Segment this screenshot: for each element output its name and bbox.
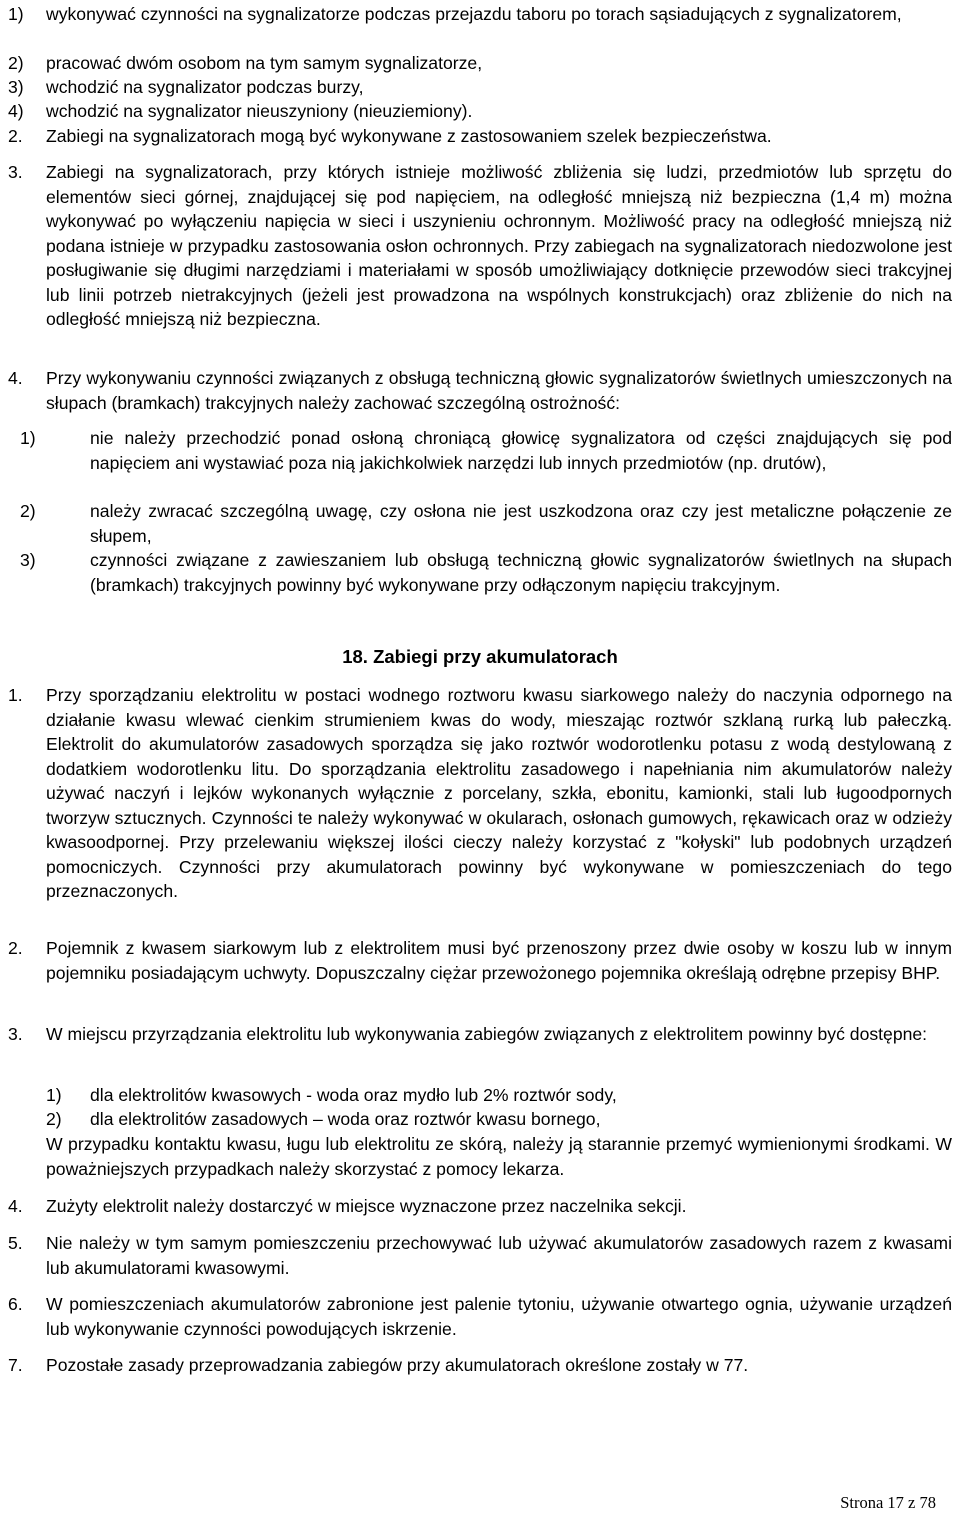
numbered-point	[8, 1231, 952, 1280]
list-text: nie należy przechodzić ponad osłoną chroniącą głowicę sygnalizatora od części znajdujących się pod napięciem ani wystawiać poza nią jakichkolwiek narzędzi lub innych przedmiotów (np. drutów),	[90, 428, 952, 473]
list-item	[8, 99, 952, 124]
point-number: 5.	[8, 1233, 23, 1253]
list-number: 2)	[20, 501, 36, 521]
list-number: 2)	[46, 1109, 62, 1129]
list-number: 3)	[20, 550, 36, 570]
point-number: 7.	[8, 1355, 23, 1375]
list-text: dla elektrolitów kwasowych - woda oraz mydło lub 2% roztwór sody,	[90, 1085, 617, 1105]
list-number: 3)	[8, 77, 24, 97]
point-text: Przy wykonywaniu czynności związanych z obsługą techniczną głowic sygnalizatorów świetlnych umieszczonych na słupach (bramkach) trakcyjnych należy zachować szczególną ostrożność:	[46, 368, 952, 413]
point-text: W pomieszczeniach akumulatorów zabronione jest palenie tytoniu, używanie otwartego ognia, używanie urządzeń lub wykonywanie czynności powodujących iskrzenie.	[46, 1294, 952, 1339]
numbered-point	[8, 1353, 952, 1378]
list-number: 1)	[8, 4, 24, 24]
point-text: Zużyty elektrolit należy dostarczyć w miejsce wyznaczone przez naczelnika sekcji.	[46, 1196, 687, 1216]
list-text: dla elektrolitów zasadowych – woda oraz roztwór kwasu bornego,	[90, 1109, 601, 1129]
numbered-point	[8, 366, 952, 415]
point-number: 6.	[8, 1294, 23, 1314]
sub-list-item	[8, 426, 952, 475]
page-number-footer: Strona 17 z 78	[840, 1493, 936, 1512]
point-text: Zabiegi na sygnalizatorach mogą być wykonywane z zastosowaniem szelek bezpieczeństwa.	[46, 126, 772, 146]
point-text: Zabiegi na sygnalizatorach, przy których istnieje możliwość zbliżenia się ludzi, przedmiotów lub sprzętu do elementów sieci górnej, znajdującej się pod napięciem, na odległość mniejszą niż bezpieczna (1,4 m) można wykonywać po wyłączeniu napięcia w sieci i uszynieniu ochronnym. Możliwość pracy na odległość mniejszą niż podana istnieje w przypadku zastosowania osłon ochronnych. Przy zabiegach na sygnalizatorach niedozwolone jest posługiwanie się długimi narzędziami i materiałami w sposób umożliwiający dotknięcie przewodów sieci trakcyjnej lub linii potrzeb nietrakcyjnych (jeżeli jest prowadzona na wspólnych konstrukcjach) oraz zbliżenie do nich na odległość mniejszą niż bezpieczna.	[46, 162, 952, 329]
point-text: Pojemnik z kwasem siarkowym lub z elektrolitem musi być przenoszony przez dwie osoby w koszu lub w innym pojemniku posiadającym uchwyty. Dopuszczalny ciężar przewożonego pojemnika określają odrębne przepisy BHP.	[46, 938, 952, 983]
numbered-point	[8, 160, 952, 332]
point-number: 3.	[8, 162, 23, 182]
section-title: 18. Zabiegi przy akumulatorach	[342, 646, 618, 667]
list-text: pracować dwóm osobom na tym samym sygnalizatorze,	[46, 53, 483, 73]
point-number: 2.	[8, 126, 23, 146]
list-text: należy zwracać szczególną uwagę, czy osłona nie jest uszkodzona oraz czy jest metaliczne połączenie ze słupem,	[90, 501, 952, 546]
point-number: 4.	[8, 368, 23, 388]
point-number: 2.	[8, 938, 23, 958]
list-number: 2)	[8, 53, 24, 73]
numbered-point	[8, 936, 952, 985]
point-number: 3.	[8, 1024, 23, 1044]
list-item	[8, 2, 952, 27]
list-text: wykonywać czynności na sygnalizatorze podczas przejazdu taboru po torach sąsiadujących z sygnalizatorem,	[46, 4, 902, 24]
list-number: 1)	[46, 1085, 62, 1105]
sub-list-item	[8, 1083, 952, 1108]
point-number: 1.	[8, 685, 23, 705]
point-text: W miejscu przyrządzania elektrolitu lub wykonywania zabiegów związanych z elektrolitem powinny być dostępne:	[46, 1024, 928, 1044]
list-text: czynności związane z zawieszaniem lub obsługą techniczną głowic sygnalizatorów świetlnych na słupach (bramkach) trakcyjnych powinny być wykonywane przy odłączonym napięciu trakcyjnym.	[90, 550, 952, 595]
point-text: Przy sporządzaniu elektrolitu w postaci wodnego roztworu kwasu siarkowego należy do naczynia odpornego na działanie kwasu wlewać cienkim strumieniem kwas do wody, mieszając roztwór szklaną rurką lub pałeczką. Elektrolit do akumulatorów zasadowych sporządza się jako roztwór wodorotlenku potasu z wodą destylowaną z dodatkiem wodorotlenku litu. Do sporządzania elektrolitu zasadowego i napełniania nim akumulatorów należy używać naczyń i lejków wykonanych wyłącznie z porcelany, szkła, ebonitu, kamionki, stali lub ługoodpornych tworzyw sztucznych. Czynności te należy wykonywać w okularach, osłonach gumowych, rękawicach oraz w odzieży kwasoodpornej. Przy przelewaniu większej ilości cieczy należy korzystać z "kołyski" lub podobnych urządzeń pomocniczych. Czynności przy akumulatorach powinny być wykonywane w pomieszczeniach do tego przeznaczonych.	[46, 685, 952, 901]
list-item	[8, 75, 952, 100]
list-text: wchodzić na sygnalizator podczas burzy,	[46, 77, 364, 97]
point-text: Nie należy w tym samym pomieszczeniu przechowywać lub używać akumulatorów zasadowych razem z kwasami lub akumulatorami kwasowymi.	[46, 1233, 952, 1278]
point-text: Pozostałe zasady przeprowadzania zabiegów przy akumulatorach określone zostały w 77.	[46, 1355, 749, 1375]
numbered-point	[8, 1292, 952, 1341]
sub-list-item	[8, 499, 952, 548]
point-number: 4.	[8, 1196, 23, 1216]
list-number: 1)	[20, 428, 36, 448]
sub-list-item	[8, 548, 952, 597]
numbered-point	[8, 683, 952, 904]
list-text: wchodzić na sygnalizator nieuszyniony (nieuziemiony).	[46, 101, 473, 121]
numbered-point	[8, 124, 952, 149]
list-item	[8, 51, 952, 76]
sub-list-item	[8, 1107, 952, 1132]
numbered-point	[8, 1022, 952, 1047]
paragraph: W przypadku kontaktu kwasu, ługu lub elektrolitu ze skórą, należy ją starannie przemyć wymienionymi środkami. W poważniejszych przypadkach należy skorzystać z pomocy lekarza.	[46, 1134, 952, 1179]
numbered-point	[8, 1194, 952, 1219]
list-number: 4)	[8, 101, 24, 121]
